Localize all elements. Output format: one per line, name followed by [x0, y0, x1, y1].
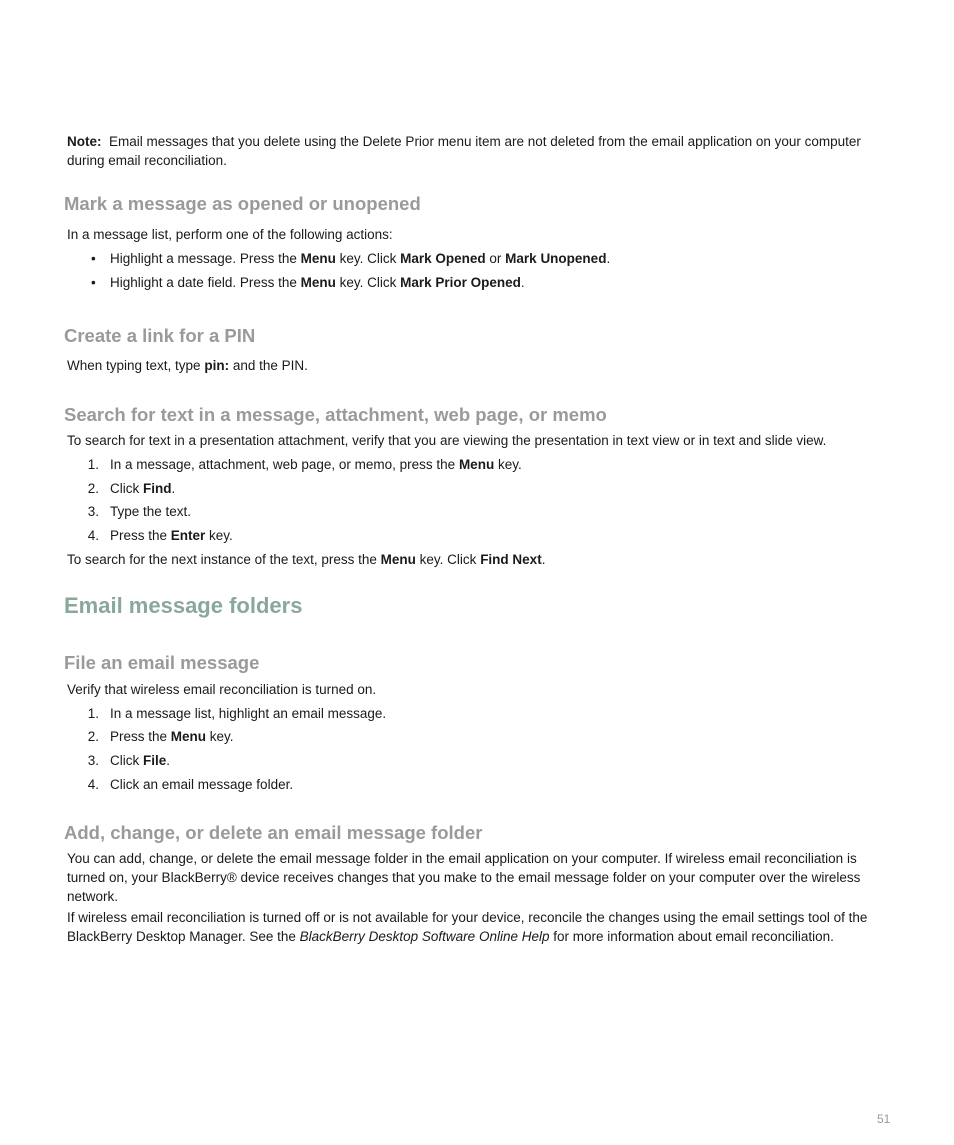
menu-item-find-next: Find Next	[480, 552, 542, 567]
text-run: Click	[110, 753, 143, 768]
text-run: .	[541, 552, 546, 567]
text-run: Press the	[110, 729, 171, 744]
text-run: for more information about email reconciliation.	[549, 929, 834, 944]
text-run: or	[485, 251, 506, 266]
file-step-2	[110, 727, 234, 746]
step-number: 2.	[87, 729, 99, 744]
step-number: 3.	[87, 504, 99, 519]
heading-pin-link: Create a link for a PIN	[64, 325, 256, 346]
note-paragraph	[67, 132, 887, 170]
search-outro	[67, 550, 545, 569]
key-enter: Enter	[170, 528, 206, 543]
text-run: Highlight a message. Press the	[110, 251, 301, 266]
bullet-marker: •	[91, 251, 96, 266]
heading-file-email: File an email message	[64, 652, 260, 673]
folder-paragraph-1: You can add, change, or delete the email message folder in the email application on your computer. If wireless email reconciliation is turned on, your BlackBerry® device receives changes that you make to the email message folder on your computer over the wireless network.	[67, 851, 861, 904]
note-text: Email messages that you delete using the Delete Prior menu item are not deleted from the email application on your computer during email reconciliation.	[67, 134, 861, 168]
keyword-pin: pin:	[204, 358, 230, 373]
text-run: Highlight a date field. Press the	[110, 275, 301, 290]
key-menu: Menu	[458, 457, 495, 472]
menu-item-mark-unopened: Mark Unopened	[505, 251, 607, 266]
key-menu: Menu	[300, 275, 336, 290]
search-step-3: Type the text.	[110, 504, 192, 519]
text-run: and the PIN.	[229, 358, 308, 373]
menu-item-mark-opened: Mark Opened	[400, 251, 486, 266]
menu-item-mark-prior-opened: Mark Prior Opened	[400, 275, 521, 290]
bullet-item-mark-prior	[110, 273, 525, 292]
text-run: In a message, attachment, web page, or memo, press the	[110, 457, 459, 472]
heading-search-text: Search for text in a message, attachment, web page, or memo	[64, 404, 607, 425]
key-menu: Menu	[300, 251, 336, 266]
text-run: key. Click	[415, 552, 481, 567]
text-run: .	[171, 481, 176, 496]
text-run: Press the	[110, 528, 171, 543]
file-intro: Verify that wireless email reconciliation is turned on.	[67, 682, 377, 697]
chapter-title-email-folders: Email message folders	[64, 593, 303, 618]
heading-mark-message: Mark a message as opened or unopened	[64, 193, 421, 214]
text-run: .	[520, 275, 525, 290]
file-step-4: Click an email message folder.	[110, 777, 294, 792]
menu-item-find: Find	[143, 481, 172, 496]
step-number: 1.	[87, 457, 99, 472]
search-step-1	[110, 455, 522, 474]
step-number: 1.	[87, 706, 99, 721]
folder-paragraph-2	[67, 908, 897, 946]
text-run: key.	[494, 457, 522, 472]
text-run: To search for the next instance of the text, press the	[67, 552, 381, 567]
pin-paragraph	[67, 356, 308, 375]
note-label: Note:	[67, 134, 102, 149]
step-number: 3.	[87, 753, 99, 768]
bullet-marker: •	[91, 275, 96, 290]
page-number: 51	[877, 1112, 891, 1126]
text-run: key.	[206, 729, 234, 744]
text-run: key. Click	[335, 275, 401, 290]
heading-manage-folder: Add, change, or delete an email message folder	[64, 822, 483, 843]
text-run: key. Click	[335, 251, 401, 266]
menu-item-file: File	[143, 753, 167, 768]
text-run: key.	[205, 528, 233, 543]
key-menu: Menu	[380, 552, 416, 567]
doc-title-online-help: BlackBerry Desktop Software Online Help	[299, 929, 550, 944]
bullet-item-mark-opened	[110, 249, 610, 268]
key-menu: Menu	[170, 729, 207, 744]
mark-intro: In a message list, perform one of the following actions:	[67, 227, 393, 242]
text-run: When typing text, type	[67, 358, 205, 373]
step-number: 2.	[87, 481, 99, 496]
text-run: .	[606, 251, 611, 266]
text-run: Click	[110, 481, 143, 496]
search-step-4	[110, 526, 233, 545]
file-step-1: In a message list, highlight an email message.	[110, 706, 387, 721]
file-step-3	[110, 751, 170, 770]
text-run: If wireless email reconciliation is turned off or is not available for your device, reconcile the changes using the email settings tool of the BlackBerry Desktop Manager. See the	[67, 910, 868, 944]
text-run: .	[166, 753, 171, 768]
step-number: 4.	[87, 777, 99, 792]
step-number: 4.	[87, 528, 99, 543]
search-step-2	[110, 479, 175, 498]
search-intro: To search for text in a presentation attachment, verify that you are viewing the presentation in text view or in text and slide view.	[67, 433, 827, 448]
